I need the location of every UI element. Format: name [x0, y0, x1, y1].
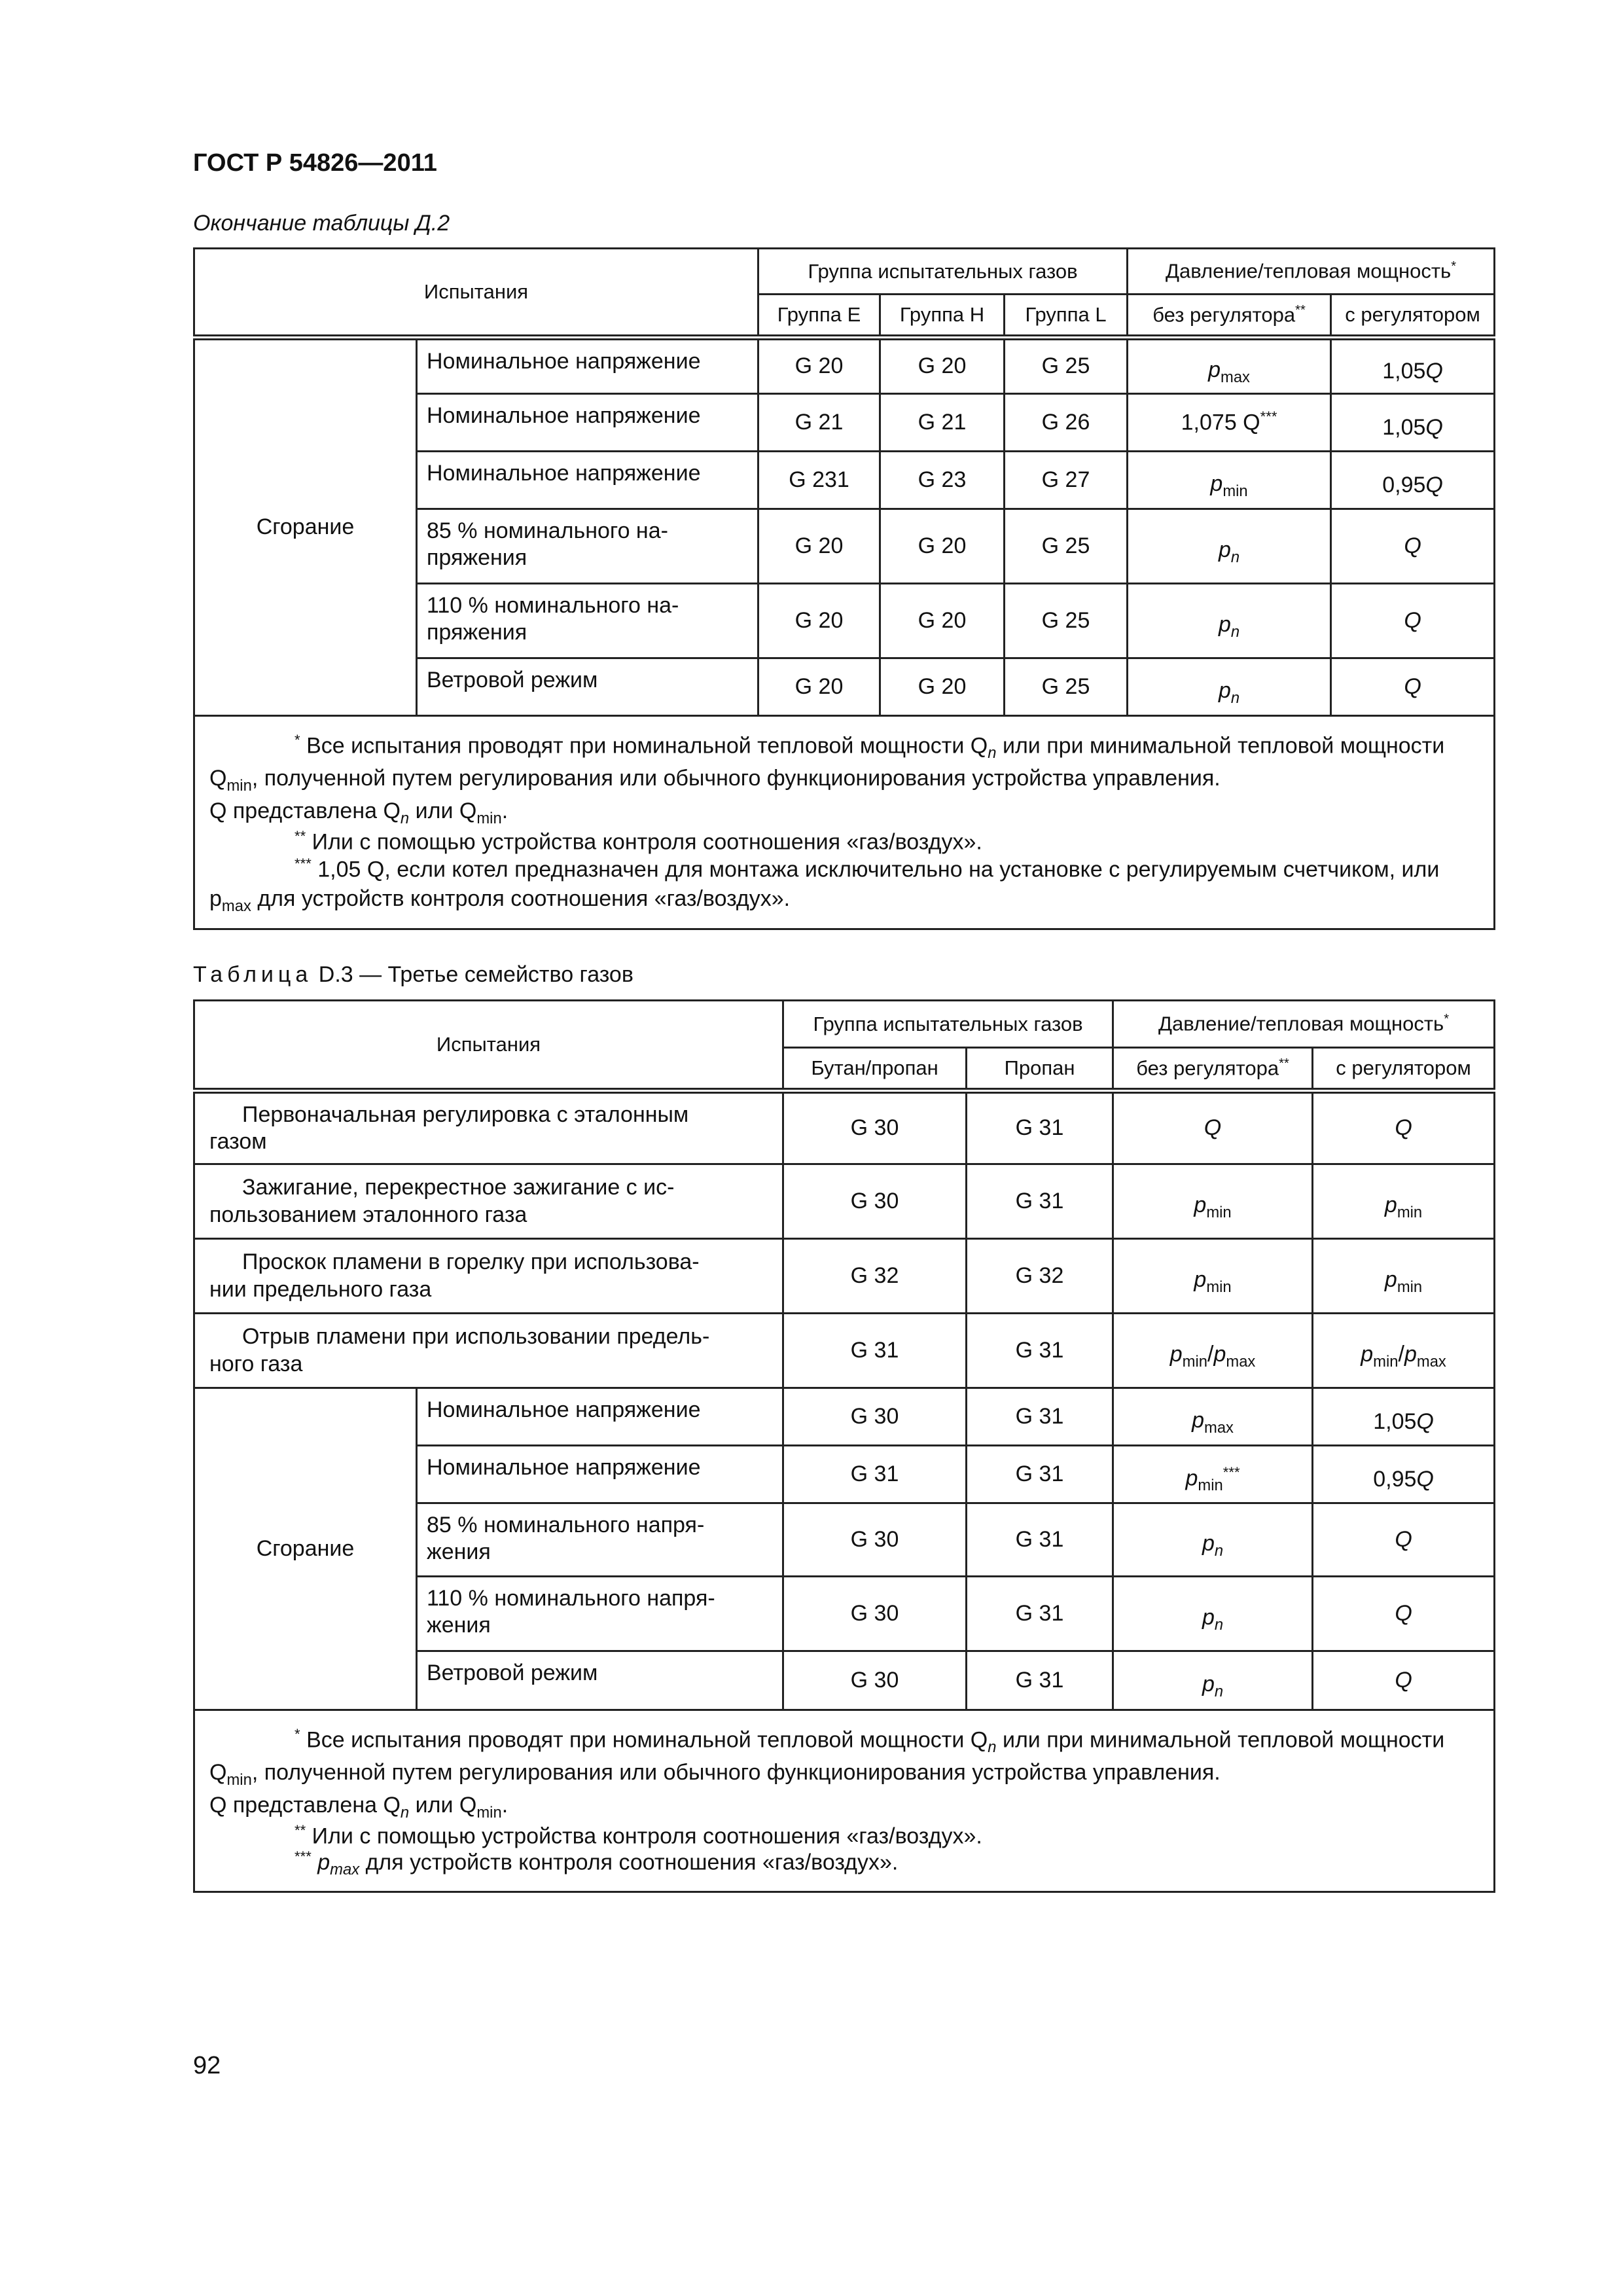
with-regulator-cell	[1331, 658, 1495, 716]
footnote-3	[209, 1849, 1479, 1878]
table-row	[194, 1314, 1495, 1388]
note-text: , полученной путем регулирования или обычного функционирования устройства управления.	[251, 766, 1221, 791]
test-line: ного газа	[209, 1351, 303, 1376]
value-symbol: p	[1404, 1341, 1417, 1367]
value-symbol: Q	[1395, 1526, 1412, 1552]
group-e-cell: G 20	[758, 338, 880, 394]
value-symbol: p	[1218, 677, 1231, 703]
value-subscript: max	[1226, 1352, 1256, 1371]
group-e-cell: G 21	[758, 394, 880, 452]
test-cell	[417, 509, 758, 584]
note-text: Все испытания проводят при номинальной тепловой мощности Q	[306, 733, 988, 759]
note-subscript-italic: n	[400, 1803, 410, 1821]
group-h-cell: G 23	[880, 452, 1005, 509]
col-header-no-regulator	[1113, 1048, 1313, 1091]
with-regulator-cell	[1331, 394, 1495, 452]
col-header-group-h: Группа Н	[880, 295, 1005, 338]
value-symbol: Q	[1425, 414, 1443, 440]
note-text: , полученной путем регулирования или обычного функционирования устройства управления.	[251, 1760, 1221, 1785]
group-h-cell: G 20	[880, 509, 1005, 584]
table-row	[194, 1164, 1495, 1239]
value-symbol: p	[1169, 1341, 1183, 1367]
value-subscript: min	[1397, 1203, 1423, 1221]
value-symbol: p	[1194, 1192, 1207, 1217]
value-number: 1,05	[1382, 359, 1426, 384]
category-cell: Сгорание	[194, 338, 417, 716]
no-regulator-cell	[1128, 584, 1331, 658]
value-symbol: p	[1202, 1671, 1215, 1696]
col-header-group-l: Группа L	[1005, 295, 1128, 338]
table-notes-row	[194, 1710, 1495, 1892]
no-regulator-cell	[1128, 658, 1331, 716]
with-regulator-cell	[1313, 1091, 1495, 1164]
no-regulator-cell	[1113, 1651, 1313, 1710]
caption-text: D.3 — Третье семейство газов	[312, 962, 633, 987]
value-subscript: min	[1198, 1477, 1223, 1495]
value-subscript-italic: n	[1214, 1615, 1224, 1634]
note-text: для устройств контроля соотношения «газ/воздух».	[251, 886, 791, 911]
value-subscript: max	[1416, 1352, 1446, 1371]
value-number: 0,95	[1382, 472, 1426, 497]
value-symbol: p	[1194, 1266, 1207, 1292]
value-symbol: Q	[1416, 1466, 1434, 1492]
value-symbol: p	[1192, 1407, 1204, 1433]
value-symbol: Q	[1204, 1115, 1222, 1141]
col-header-gas-group: Группа испытательных газов	[758, 249, 1128, 295]
note-subscript	[988, 744, 996, 762]
footnote-3	[209, 855, 1479, 916]
value-subscript: min	[1222, 482, 1248, 500]
group-l-cell: G 26	[1005, 394, 1128, 452]
value-symbol: Q	[1404, 533, 1421, 558]
with-regulator-cell	[1313, 1577, 1495, 1651]
group-h-cell: G 21	[880, 394, 1005, 452]
value-symbol: Q	[1425, 472, 1443, 497]
note-text: для устройств контроля соотношения «газ/воздух».	[359, 1850, 899, 1875]
footnote-1-cont	[209, 1791, 1479, 1823]
note-text: или Q	[409, 798, 477, 823]
pressure-label: Давление/тепловая мощность	[1158, 1012, 1444, 1035]
value-subscript: min	[1206, 1203, 1232, 1221]
no-regulator-cell	[1113, 1091, 1313, 1164]
footnote-mark: ***	[1222, 1463, 1240, 1480]
footnote-mark: **	[294, 828, 306, 845]
no-regulator-cell	[1128, 509, 1331, 584]
value-symbol: Q	[1395, 1600, 1412, 1626]
col-header-tests: Испытания	[194, 249, 758, 338]
value-symbol: p	[1218, 611, 1231, 637]
butane-propane-cell: G 30	[783, 1503, 967, 1577]
table-header-row	[194, 249, 1495, 295]
group-h-cell: G 20	[880, 584, 1005, 658]
note-text: или при минимальной тепловой мощности Q	[209, 1727, 1445, 1785]
value-subscript	[1215, 1541, 1223, 1559]
footnote-mark: *	[294, 732, 300, 748]
table-d2	[193, 247, 1495, 930]
propane-cell: G 31	[967, 1446, 1113, 1503]
with-regulator-cell	[1313, 1503, 1495, 1577]
no-regulator-label: без регулятора	[1152, 303, 1296, 327]
test-line: 110 % номинального на-	[427, 593, 679, 618]
note-text: .	[501, 798, 508, 823]
footnote-1	[209, 1725, 1479, 1791]
with-regulator-cell	[1331, 452, 1495, 509]
value-number: 0,95	[1373, 1466, 1417, 1492]
butane-propane-cell: G 30	[783, 1577, 967, 1651]
value-subscript: min	[1373, 1352, 1399, 1371]
value-subscript	[1215, 1682, 1223, 1700]
with-regulator-cell	[1331, 338, 1495, 394]
note-subscript	[401, 1804, 409, 1821]
test-cell: Номинальное напряжение	[417, 452, 758, 509]
table-row	[194, 1239, 1495, 1314]
test-cell	[417, 1503, 783, 1577]
value-subscript: min	[1397, 1278, 1423, 1296]
footnote-mark: *	[1451, 259, 1457, 274]
document-id: ГОСТ Р 54826—2011	[193, 149, 437, 177]
value-symbol: Q	[1425, 359, 1443, 384]
butane-propane-cell: G 30	[783, 1651, 967, 1710]
value-subscript	[1231, 548, 1240, 565]
no-regulator-cell	[1113, 1577, 1313, 1651]
value-symbol: Q	[1395, 1667, 1412, 1693]
group-l-cell: G 25	[1005, 338, 1128, 394]
butane-propane-cell: G 30	[783, 1164, 967, 1239]
butane-propane-cell: G 30	[783, 1388, 967, 1446]
value-subscript	[1231, 622, 1240, 640]
value-symbol: p	[1210, 471, 1223, 496]
note-subscript-italic: n	[988, 744, 997, 762]
no-regulator-cell	[1113, 1164, 1313, 1239]
col-header-pressure	[1113, 1001, 1495, 1048]
test-line: 110 % номинального напря-	[427, 1586, 715, 1611]
test-line: Отрыв пламени при использовании предель-	[242, 1324, 710, 1350]
footnote-mark: *	[294, 1726, 300, 1742]
no-regulator-cell	[1128, 338, 1331, 394]
propane-cell: G 31	[967, 1577, 1113, 1651]
col-header-butane-propane: Бутан/пропан	[783, 1048, 967, 1091]
note-text: Или с помощью устройства контроля соотношения «газ/воздух».	[312, 1823, 982, 1849]
col-header-no-regulator	[1128, 295, 1331, 338]
value-subscript-italic: n	[1230, 548, 1240, 566]
test-line: газом	[209, 1129, 267, 1154]
note-subscript: min	[476, 1803, 502, 1821]
no-regulator-cell	[1113, 1314, 1313, 1388]
group-h-cell: G 20	[880, 658, 1005, 716]
category-cell: Сгорание	[194, 1388, 417, 1710]
table-d3	[193, 999, 1495, 1893]
test-cell	[417, 584, 758, 658]
value-symbol: Q	[1416, 1408, 1434, 1434]
note-subscript: min	[226, 776, 252, 795]
table-d2-caption: Окончание таблицы Д.2	[193, 211, 450, 236]
note-text: Или с помощью устройства контроля соотношения «газ/воздух».	[312, 829, 982, 855]
col-header-pressure	[1128, 249, 1495, 295]
with-regulator-cell	[1313, 1314, 1495, 1388]
footnote-2	[209, 829, 1479, 855]
caption-prefix: Таблица	[193, 962, 313, 987]
test-line: Зажигание, перекрестное зажигание с ис-	[242, 1175, 675, 1200]
value-subscript-italic: n	[1214, 1682, 1224, 1700]
slash: /	[1207, 1341, 1214, 1367]
value-symbol: p	[1218, 537, 1231, 562]
footnote-mark: ***	[294, 855, 312, 872]
test-line: жения	[427, 1613, 491, 1638]
col-header-gas-group: Группа испытательных газов	[783, 1001, 1113, 1048]
butane-propane-cell: G 32	[783, 1239, 967, 1314]
note-subscript	[330, 1861, 359, 1878]
table-row	[194, 1091, 1495, 1164]
table-row	[194, 338, 1495, 394]
test-line: 85 % номинального на-	[427, 518, 668, 543]
note-subscript-italic: max	[330, 1861, 360, 1879]
footnote-mark: ***	[294, 1848, 312, 1865]
test-cell: Номинальное напряжение	[417, 394, 758, 452]
test-cell: Номинальное напряжение	[417, 338, 758, 394]
note-subscript-italic: n	[400, 809, 410, 827]
group-e-cell: G 20	[758, 658, 880, 716]
with-regulator-cell	[1331, 509, 1495, 584]
value-subscript	[1215, 1615, 1223, 1633]
footnote-mark: **	[1295, 302, 1306, 317]
note-subscript-italic: n	[988, 1738, 997, 1757]
value-subscript: min	[1206, 1278, 1232, 1296]
value-subscript: max	[1221, 368, 1250, 386]
note-text: Q представлена Q	[209, 1792, 401, 1818]
group-h-cell: G 20	[880, 338, 1005, 394]
table-notes	[194, 1710, 1495, 1892]
value-subscript: max	[1204, 1418, 1234, 1437]
test-line: Проскок пламени в горелку при использова-	[242, 1249, 700, 1275]
with-regulator-cell	[1313, 1388, 1495, 1446]
footnote-mark: *	[1444, 1012, 1450, 1027]
value-subscript-italic: n	[1214, 1541, 1224, 1560]
value-text: 1,075 Q	[1181, 410, 1260, 435]
col-header-with-regulator: с регулятором	[1313, 1048, 1495, 1091]
pressure-label: Давление/тепловая мощность	[1166, 259, 1452, 283]
footnote-mark: **	[1279, 1056, 1289, 1071]
value-symbol: Q	[1404, 673, 1421, 699]
test-cell	[417, 1577, 783, 1651]
test-cell: Номинальное напряжение	[417, 1446, 783, 1503]
value-number: 1,05	[1382, 414, 1426, 440]
value-symbol: p	[1213, 1341, 1226, 1367]
propane-cell: G 31	[967, 1651, 1113, 1710]
test-line: Первоначальная регулировка с эталонным	[242, 1102, 689, 1127]
table-d3-caption	[193, 962, 633, 988]
note-text: или Q	[409, 1792, 477, 1818]
propane-cell: G 31	[967, 1091, 1113, 1164]
with-regulator-cell	[1313, 1446, 1495, 1503]
group-l-cell: G 25	[1005, 658, 1128, 716]
no-regulator-cell	[1113, 1239, 1313, 1314]
note-subscript: min	[226, 1770, 252, 1789]
test-line: пряжения	[427, 545, 527, 571]
value-symbol: p	[1384, 1266, 1397, 1292]
no-regulator-label: без регулятора	[1136, 1056, 1279, 1080]
no-regulator-cell	[1128, 394, 1331, 452]
group-e-cell: G 231	[758, 452, 880, 509]
no-regulator-cell	[1128, 452, 1331, 509]
value-symbol: Q	[1395, 1115, 1412, 1141]
note-subscript: max	[221, 897, 251, 915]
group-e-cell: G 20	[758, 509, 880, 584]
group-l-cell: G 27	[1005, 452, 1128, 509]
group-e-cell: G 20	[758, 584, 880, 658]
test-cell: Номинальное напряжение	[417, 1388, 783, 1446]
butane-propane-cell: G 31	[783, 1446, 967, 1503]
table-header-row	[194, 1001, 1495, 1048]
value-symbol: p	[1185, 1465, 1198, 1491]
test-cell	[194, 1091, 783, 1164]
footnote-mark: **	[294, 1822, 306, 1839]
test-cell	[194, 1164, 783, 1239]
value-subscript-italic: n	[1230, 622, 1240, 641]
page-number: 92	[193, 2052, 221, 2079]
test-line: жения	[427, 1539, 491, 1565]
note-subscript: min	[476, 809, 502, 827]
no-regulator-cell	[1113, 1503, 1313, 1577]
footnote-1	[209, 731, 1479, 797]
propane-cell: G 32	[967, 1239, 1113, 1314]
value-subscript: min	[1182, 1352, 1207, 1371]
with-regulator-cell	[1313, 1164, 1495, 1239]
note-text: .	[501, 1792, 508, 1818]
note-text: Все испытания проводят при номинальной тепловой мощности Q	[306, 1727, 988, 1753]
value-subscript-italic: n	[1230, 689, 1240, 707]
test-cell: Ветровой режим	[417, 1651, 783, 1710]
test-cell	[194, 1314, 783, 1388]
value-symbol: p	[1384, 1192, 1397, 1217]
with-regulator-cell	[1331, 584, 1495, 658]
footnote-1-cont	[209, 797, 1479, 829]
note-text: 1,05 Q, если котел предназначен для монтажа исключительно на установке с регулируемым счетчиком, или p	[209, 857, 1440, 911]
note-text: или при минимальной тепловой мощности Q	[209, 733, 1445, 791]
butane-propane-cell: G 31	[783, 1314, 967, 1388]
value-subscript	[1231, 689, 1240, 706]
table-row	[194, 1388, 1495, 1446]
test-line: 85 % номинального напря-	[427, 1513, 705, 1537]
col-header-tests: Испытания	[194, 1001, 783, 1091]
slash: /	[1398, 1341, 1404, 1367]
col-header-with-regulator: с регулятором	[1331, 295, 1495, 338]
footnote-mark: ***	[1260, 408, 1277, 425]
value-symbol: Q	[1404, 607, 1421, 633]
test-cell	[194, 1239, 783, 1314]
value-symbol: p	[1202, 1604, 1215, 1630]
note-subscript	[988, 1738, 996, 1756]
table-notes	[194, 716, 1495, 929]
test-line: пользованием эталонного газа	[209, 1202, 527, 1227]
note-symbol: p	[317, 1850, 330, 1875]
propane-cell: G 31	[967, 1388, 1113, 1446]
test-line: пряжения	[427, 620, 527, 645]
value-symbol: p	[1361, 1341, 1374, 1367]
no-regulator-cell	[1113, 1388, 1313, 1446]
note-text: Q представлена Q	[209, 798, 401, 823]
test-cell: Ветровой режим	[417, 658, 758, 716]
propane-cell: G 31	[967, 1314, 1113, 1388]
group-l-cell: G 25	[1005, 584, 1128, 658]
col-header-propane: Пропан	[967, 1048, 1113, 1091]
footnote-2	[209, 1823, 1479, 1849]
value-number: 1,05	[1373, 1408, 1417, 1434]
butane-propane-cell: G 30	[783, 1091, 967, 1164]
no-regulator-cell	[1113, 1446, 1313, 1503]
group-l-cell: G 25	[1005, 509, 1128, 584]
col-header-group-e: Группа Е	[758, 295, 880, 338]
propane-cell: G 31	[967, 1164, 1113, 1239]
test-line: нии предельного газа	[209, 1276, 432, 1302]
with-regulator-cell	[1313, 1239, 1495, 1314]
value-symbol: p	[1202, 1530, 1215, 1556]
note-subscript	[401, 810, 409, 827]
value-symbol: p	[1208, 357, 1221, 383]
propane-cell: G 31	[967, 1503, 1113, 1577]
table-notes-row	[194, 716, 1495, 929]
with-regulator-cell	[1313, 1651, 1495, 1710]
